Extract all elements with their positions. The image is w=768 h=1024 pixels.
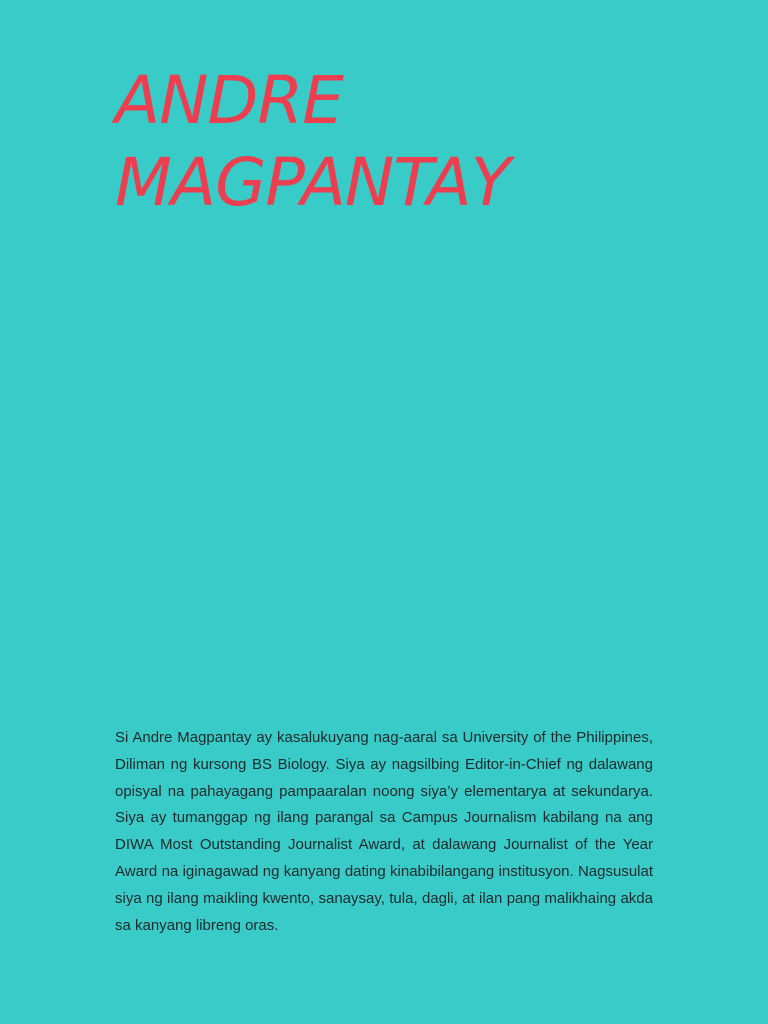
author-first-name: ANDRE	[115, 62, 343, 139]
author-last-name: MAGPANTAY	[115, 144, 510, 221]
author-name	[115, 60, 510, 224]
author-bio: Si Andre Magpantay ay kasalukuyang nag-aaral sa University of the Philippines, Diliman ng kursong BS Biology. Siya ay nagsilbing Editor-in-Chief ng dalawang opisyal na pahayagang pampaaralan noong siya’y elementarya at sekundarya. Siya ay tumanggap ng ilang parangal sa Campus Journalism kabilang na ang DIWA Most Outstanding Journalist Award, at dalawang Journalist of the Year Award na iginagawad ng kanyang dating kinabibilangang institusyon. Nagsusulat siya ng ilang maikling kwento, sanaysay, tula, dagli, at ilan pang malikhaing akda sa kanyang libreng oras.	[115, 729, 653, 934]
